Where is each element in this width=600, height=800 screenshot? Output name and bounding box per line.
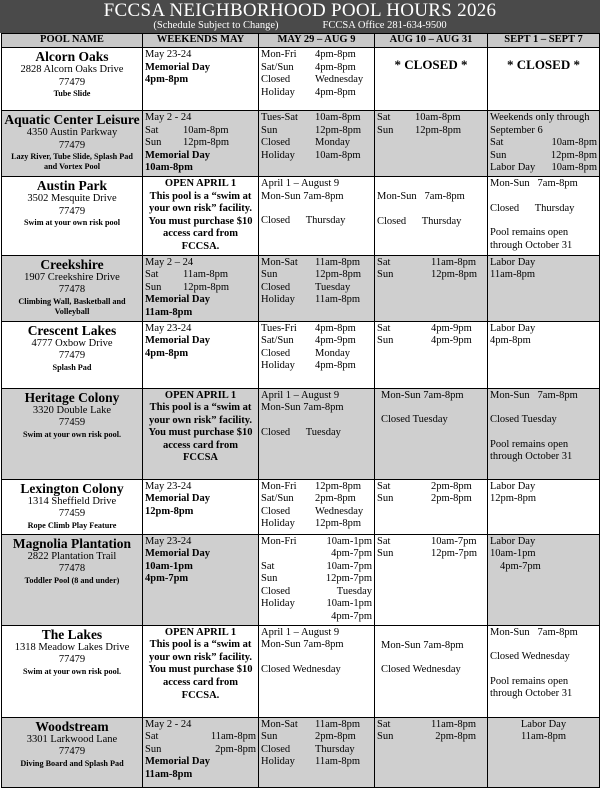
sept-hours <box>488 255 600 321</box>
summer-hours <box>259 534 375 625</box>
hours: 4pm-8pm <box>315 360 356 372</box>
sept-hours <box>488 717 600 787</box>
table-row <box>2 176 600 255</box>
day-label: Sun <box>377 493 394 505</box>
hours: Mon-Sun 7am-8pm <box>381 639 464 651</box>
day-label: Sun <box>377 731 394 743</box>
hours: 4pm-8pm <box>315 49 356 60</box>
hours: 2pm-8pm <box>435 731 477 743</box>
day-label: Tues-Sat <box>261 112 298 123</box>
day-label: Holiday <box>261 518 295 530</box>
day-label: Closed <box>261 74 291 86</box>
pool-zip: 77479 <box>58 139 86 151</box>
labor-day-hours: 4pm-8pm <box>490 335 531 347</box>
memorial-day-hours: 4pm-7pm <box>145 573 189 585</box>
closed-day: Closed Wednesday <box>381 664 461 676</box>
hours: 12pm-8pm <box>183 281 230 293</box>
table-row <box>2 717 600 787</box>
labor-day-hours: 12pm-8pm <box>490 493 537 505</box>
day-label: Mon-Fri <box>261 49 297 60</box>
pool-address: 2822 Plantation Trail <box>27 550 117 562</box>
hours: Monday <box>315 347 350 359</box>
pool-name: Creekshire <box>40 256 104 272</box>
day-label: Mon-Sat <box>261 256 298 268</box>
hours: Mon-Sun 7am-8pm <box>261 190 344 202</box>
aug-hours <box>375 111 488 177</box>
labor-day-hours: 11am-8pm <box>490 269 536 281</box>
summer-hours <box>259 321 375 388</box>
day-label: Tues-Fri <box>261 322 297 334</box>
day-label: Sun <box>261 573 278 585</box>
hours: Thursday <box>315 743 355 755</box>
open-date: OPEN APRIL 1 <box>164 177 237 189</box>
hours: Mon-Sun 7am-8pm <box>377 190 465 202</box>
hours: 12pm-8pm <box>550 149 597 161</box>
open-through-note: Pool remains open through October 31 <box>490 675 573 700</box>
hours: 4pm-8pm <box>315 322 356 334</box>
day-label: Sat/Sun <box>261 61 294 73</box>
closed-day: Closed Wednesday <box>490 651 570 663</box>
pool-address: 4350 Austin Parkway <box>26 127 118 138</box>
pool-address: 1318 Meadow Lakes Drive <box>14 641 130 653</box>
day-label: Sun <box>490 149 507 161</box>
pool-cell <box>2 176 143 255</box>
pool-zip: 77459 <box>58 508 86 520</box>
hours: Tuesday <box>336 585 372 597</box>
aug-hours <box>375 48 488 111</box>
labor-day-hours: 10am-1pm <box>490 548 536 560</box>
pool-name: Crescent Lakes <box>27 322 117 338</box>
pool-zip: 77479 <box>58 746 86 758</box>
day-label <box>261 611 315 624</box>
hours: 4pm-9pm <box>431 335 472 347</box>
col-header-may-aug: MAY 29 – AUG 9 <box>259 34 375 48</box>
pool-name: Aquatic Center Leisure <box>4 112 140 127</box>
day-label: Sat <box>261 560 275 572</box>
hours: 11am-8pm <box>315 256 361 268</box>
pool-features: Diving Board and Splash Pad <box>20 758 124 768</box>
closed-day: Closed Thursday <box>261 215 346 227</box>
col-header-weekends-may: WEEKENDS MAY <box>143 34 259 48</box>
labor-day-hours: 4pm-7pm <box>500 560 541 572</box>
pool-address: 2828 Alcorn Oaks Drive <box>20 64 124 75</box>
closed-label: * CLOSED * <box>394 57 468 72</box>
aug-hours <box>375 534 488 625</box>
pool-features: Tube Slide <box>53 89 91 99</box>
schedule-note: (Schedule Subject to Change) <box>153 20 279 31</box>
labor-day-label: Labor Day <box>490 256 536 268</box>
date-range: April 1 – August 9 <box>261 389 340 401</box>
hours: 10am-8pm <box>315 112 361 123</box>
pool-zip: 77479 <box>58 76 86 88</box>
sept-hours <box>488 388 600 479</box>
memorial-day-hours: 11am-8pm <box>145 306 193 318</box>
day-label: Sun <box>377 269 394 281</box>
day-label: Holiday <box>261 756 295 768</box>
col-header-sept: SEPT 1 – SEPT 7 <box>488 34 600 48</box>
pool-name: The Lakes <box>41 626 103 642</box>
day-label: Closed <box>261 505 291 517</box>
pool-cell <box>2 717 143 787</box>
day-label: Mon-Sat <box>261 718 298 730</box>
may-hours <box>143 111 259 177</box>
hours: 12pm-8pm <box>315 124 362 136</box>
day-label: Sat <box>145 124 159 136</box>
labor-day-label: Labor Day <box>520 718 567 730</box>
may-hours <box>143 321 259 388</box>
day-label: Closed <box>261 743 291 755</box>
may-hours <box>143 176 259 255</box>
may-dates: May 23-24 <box>145 49 192 60</box>
hours: 2pm-8pm <box>315 731 356 743</box>
hours: Tuesday <box>315 281 351 293</box>
closed-day: Closed Thursday <box>490 202 575 214</box>
hours: Wednesday <box>315 505 364 517</box>
memorial-day-hours: 4pm-8pm <box>145 347 189 359</box>
may-hours <box>143 255 259 321</box>
pool-features: Lazy River, Tube Slide, Splash Pad and Vortex Pool <box>11 152 133 172</box>
labor-day-hours: 11am-8pm <box>520 731 567 743</box>
memorial-day-label: Memorial Day <box>145 294 211 306</box>
may-hours <box>143 625 259 717</box>
may-hours <box>143 534 259 625</box>
labor-day-label: Labor Day <box>490 322 536 334</box>
table-header-row <box>2 34 600 48</box>
summer-hours <box>259 625 375 717</box>
day-label: Labor Day <box>490 162 536 174</box>
closed-day: Closed Wednesday <box>261 663 341 675</box>
pool-address: 4777 Oxbow Drive <box>31 337 113 349</box>
sept-hours <box>488 48 600 111</box>
hours: 11am-8pm <box>183 269 229 281</box>
hours: 10am-8pm <box>415 112 461 123</box>
hours: 12pm-7pm <box>325 573 372 585</box>
hours: 12pm-8pm <box>431 269 478 281</box>
hours: 2pm-8pm <box>215 743 256 755</box>
hours: 12pm-8pm <box>315 518 362 530</box>
pool-features: Swim at your own risk pool. <box>22 666 122 676</box>
hours: 2pm-8pm <box>431 493 472 505</box>
hours: Mon-Sun 7am-8pm <box>490 389 578 401</box>
pool-name: Alcorn Oaks <box>35 49 109 64</box>
day-label: Closed <box>261 281 291 293</box>
date-range: April 1 – August 9 <box>261 626 340 638</box>
open-date: OPEN APRIL 1 <box>164 626 237 638</box>
hours: 10am-1pm <box>326 535 372 547</box>
hours: 12pm-8pm <box>183 137 230 149</box>
day-label: Holiday <box>261 86 295 98</box>
day-label: Sun <box>145 137 162 149</box>
hours: 11am-8pm <box>315 294 361 306</box>
hours: 12pm-8pm <box>315 480 362 492</box>
day-label: Sat/Sun <box>261 493 294 505</box>
table-row <box>2 111 600 177</box>
memorial-day-hours: 11am-8pm <box>145 769 193 781</box>
hours: 10am-8pm <box>183 124 229 136</box>
hours: 4pm-7pm <box>331 611 372 623</box>
aug-hours <box>375 479 488 534</box>
may-dates: May 23-24 <box>145 480 192 492</box>
summer-hours <box>259 48 375 111</box>
table-row <box>2 48 600 111</box>
table-row <box>2 479 600 534</box>
pool-address: 3502 Mesquite Drive <box>27 192 117 204</box>
risk-notice: This pool is a “swim at your own risk” facility. You must purchase $10 access card from FCCSA. <box>148 639 253 701</box>
table-row <box>2 534 600 625</box>
hours: 10am-8pm <box>551 162 597 174</box>
memorial-day-label: Memorial Day <box>145 756 211 768</box>
risk-notice: This pool is a “swim at your own risk” facility. You must purchase $10 access card from FCCSA. <box>148 190 253 252</box>
day-label <box>261 548 315 561</box>
hours: Mon-Sun 7am-8pm <box>261 402 344 414</box>
hours: 4pm-8pm <box>315 61 356 73</box>
hours: 11am-8pm <box>431 718 477 730</box>
aug-hours <box>375 717 488 787</box>
pool-features: Toddler Pool (8 and under) <box>24 575 120 585</box>
hours: 4pm-8pm <box>315 86 356 98</box>
pool-name: Lexington Colony <box>20 480 124 496</box>
sept-hours <box>488 321 600 388</box>
closed-day: Closed Thursday <box>377 215 462 227</box>
pool-cell <box>2 388 143 479</box>
may-dates: May 23-24 <box>145 535 192 547</box>
aug-hours <box>375 625 488 717</box>
memorial-day-label: Memorial Day <box>145 548 211 560</box>
aug-hours <box>375 176 488 255</box>
day-label: Holiday <box>261 149 295 161</box>
summer-hours <box>259 255 375 321</box>
day-label: Sat <box>490 137 504 149</box>
may-dates: May 2 - 24 <box>145 718 192 730</box>
hours: Mon-Sun 7am-8pm <box>490 177 578 189</box>
day-label: Sun <box>261 124 278 136</box>
may-hours <box>143 388 259 479</box>
open-date: OPEN APRIL 1 <box>164 389 237 401</box>
pool-cell <box>2 255 143 321</box>
day-label: Sun <box>377 548 394 560</box>
col-header-aug: AUG 10 – AUG 31 <box>375 34 488 48</box>
hours: 12pm-8pm <box>415 124 462 136</box>
pool-cell <box>2 479 143 534</box>
office-phone: FCCSA Office 281-634-9500 <box>322 20 447 31</box>
pool-cell <box>2 625 143 717</box>
pool-cell <box>2 111 143 177</box>
pool-features: Swim at your own risk pool <box>23 218 121 228</box>
hours: 4pm-7pm <box>331 548 372 560</box>
may-dates: May 2 - 24 <box>145 112 192 123</box>
day-label: Sat <box>145 731 159 743</box>
hours: 4pm-9pm <box>431 322 472 334</box>
hours: 4pm-9pm <box>315 335 356 347</box>
hours: 10am-7pm <box>326 560 372 572</box>
pool-zip: 77479 <box>58 350 86 362</box>
may-hours <box>143 479 259 534</box>
sept-hours <box>488 111 600 177</box>
hours: 11am-8pm <box>431 256 477 268</box>
table-row <box>2 625 600 717</box>
table-row <box>2 321 600 388</box>
pool-name: Magnolia Plantation <box>12 535 132 551</box>
pool-cell <box>2 321 143 388</box>
pool-zip: 77479 <box>58 654 86 666</box>
hours: 12pm-7pm <box>431 548 478 560</box>
table-row <box>2 255 600 321</box>
hours: Mon-Sun 7am-8pm <box>381 389 464 401</box>
may-hours <box>143 717 259 787</box>
hours: 10am-8pm <box>551 137 597 149</box>
risk-notice: This pool is a “swim at your own risk” facility. You must purchase $10 access card from FCCSA <box>148 402 253 464</box>
pool-zip: 77479 <box>58 205 86 217</box>
sept-hours <box>488 479 600 534</box>
pool-cell <box>2 534 143 625</box>
summer-hours <box>259 388 375 479</box>
hours: 11am-8pm <box>315 718 361 730</box>
pool-zip: 77459 <box>58 417 86 429</box>
date-range: April 1 – August 9 <box>261 177 340 189</box>
summer-hours <box>259 717 375 787</box>
aug-hours <box>375 321 488 388</box>
closed-day: Closed Tuesday <box>261 426 341 438</box>
pool-features: Climbing Wall, Basketball and Volleyball <box>18 296 126 316</box>
open-through-note: Pool remains open through October 31 <box>490 438 573 463</box>
summer-hours <box>259 176 375 255</box>
day-label: Sat/Sun <box>261 335 294 347</box>
hours: 10am-8pm <box>315 149 361 161</box>
hours: 2pm-8pm <box>315 493 356 505</box>
col-header-pool-name: POOL NAME <box>2 34 143 48</box>
aug-hours <box>375 255 488 321</box>
day-label: Closed <box>261 137 291 149</box>
pool-features: Swim at your own risk pool. <box>22 429 122 439</box>
memorial-day-label: Memorial Day <box>145 61 211 73</box>
day-label: Mon-Fri <box>261 535 297 547</box>
day-label: Sat <box>377 480 391 492</box>
table-row <box>2 388 600 479</box>
may-hours <box>143 48 259 111</box>
memorial-day-hours: 4pm-8pm <box>145 74 189 86</box>
pool-address: 1907 Creekshire Drive <box>24 271 120 283</box>
sept-note: Weekends only through September 6 <box>490 112 590 136</box>
day-label: Sat <box>377 112 391 123</box>
day-label: Sun <box>145 743 162 755</box>
day-label: Sun <box>261 731 278 743</box>
sept-hours <box>488 534 600 625</box>
day-label: Sat <box>377 256 391 268</box>
day-label: Sun <box>145 281 162 293</box>
sept-hours <box>488 625 600 717</box>
pool-features: Splash Pad <box>52 362 92 372</box>
summer-hours <box>259 479 375 534</box>
day-label: Sun <box>377 124 394 136</box>
day-label: Closed <box>261 585 291 597</box>
pool-features: Rope Climb Play Feature <box>27 520 117 530</box>
hours: 2pm-8pm <box>431 480 472 492</box>
day-label: Holiday <box>261 598 295 610</box>
day-label: Sat <box>377 322 391 334</box>
day-label: Sun <box>261 269 278 281</box>
closed-day: Closed Tuesday <box>490 414 557 426</box>
hours: Mon-Sun 7am-8pm <box>490 626 578 638</box>
pool-address: 3320 Double Lake <box>32 404 112 416</box>
may-dates: May 23-24 <box>145 322 192 334</box>
hours: Wednesday <box>315 74 364 86</box>
memorial-day-hours: 12pm-8pm <box>145 505 194 517</box>
hours: 12pm-8pm <box>315 269 362 281</box>
summer-hours <box>259 111 375 177</box>
may-dates: May 2 – 24 <box>145 256 194 268</box>
labor-day-label: Labor Day <box>490 480 536 492</box>
sept-hours <box>488 176 600 255</box>
pool-name: Woodstream <box>35 718 109 734</box>
day-label: Sat <box>377 535 391 547</box>
header-banner <box>0 0 600 33</box>
day-label: Sat <box>145 269 159 281</box>
pool-cell <box>2 48 143 111</box>
pool-zip: 77478 <box>58 284 86 296</box>
day-label: Sat <box>377 718 391 730</box>
hours: Monday <box>315 137 350 149</box>
day-label: Mon-Fri <box>261 480 297 492</box>
closed-label: * CLOSED * <box>507 57 580 72</box>
open-through-note: Pool remains open through October 31 <box>490 227 573 251</box>
memorial-day-hours: 10am-1pm <box>145 560 193 572</box>
day-label: Holiday <box>261 360 295 372</box>
memorial-day-label: Memorial Day <box>145 149 211 161</box>
pool-name: Heritage Colony <box>24 389 120 405</box>
hours: 10am-1pm <box>326 598 372 610</box>
pool-address: 3301 Larkwood Lane <box>26 733 118 745</box>
day-label: Holiday <box>261 294 295 306</box>
hours: 11am-8pm <box>315 756 361 768</box>
memorial-day-label: Memorial Day <box>145 335 211 347</box>
closed-day: Closed Tuesday <box>381 414 448 426</box>
hours: 11am-8pm <box>210 731 256 743</box>
pool-zip: 77478 <box>58 563 86 575</box>
hours: Mon-Sun 7am-8pm <box>261 639 344 651</box>
pool-address: 1314 Sheffield Drive <box>27 495 117 507</box>
day-label: Closed <box>261 347 291 359</box>
memorial-day-hours: 10am-8pm <box>145 162 193 174</box>
pool-name: Austin Park <box>36 177 108 193</box>
memorial-day-label: Memorial Day <box>145 493 211 505</box>
day-label: Sun <box>377 335 394 347</box>
hours: 10am-7pm <box>431 535 477 547</box>
aug-hours <box>375 388 488 479</box>
page-title: FCCSA NEIGHBORHOOD POOL HOURS 2026 <box>103 0 497 21</box>
labor-day-label: Labor Day <box>490 535 536 547</box>
page-subtitle <box>0 20 600 32</box>
pool-hours-table <box>1 33 600 788</box>
